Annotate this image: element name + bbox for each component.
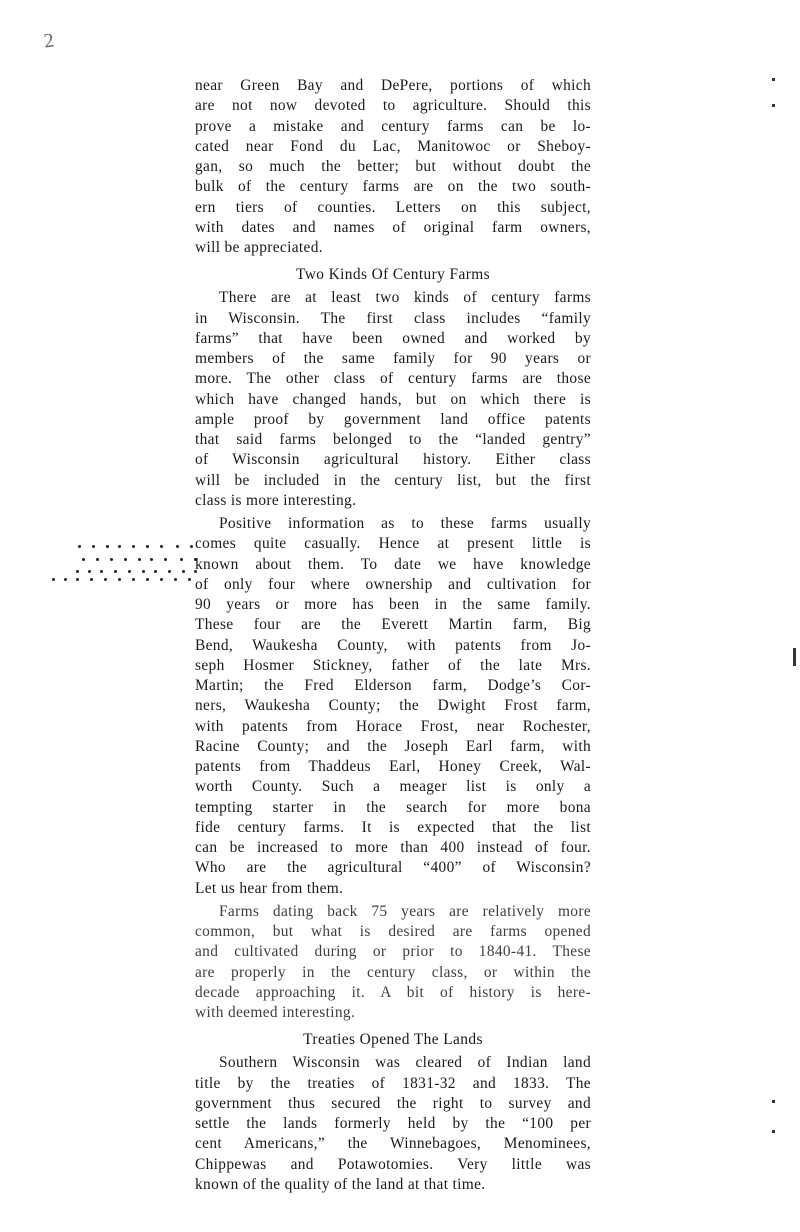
margin-mark — [772, 1130, 775, 1133]
perforation-dot — [64, 578, 67, 581]
text-line: Let us hear from them. — [195, 879, 344, 897]
text-line: government thus secured the right to survey and — [195, 1094, 591, 1112]
perforation-dot — [88, 570, 91, 573]
text-line: Racine County; and the Joseph Earl farm, with — [195, 737, 591, 755]
text-line: gan, so much the better; but without doubt the — [195, 158, 591, 175]
perforation-dot — [168, 570, 171, 573]
perforation-dot — [146, 578, 149, 581]
text-line: Who are the agricultural “400” of Wisconsin? — [195, 859, 591, 877]
perforation-dot — [118, 578, 121, 581]
perforation-dot — [104, 578, 107, 581]
text-line: cent Americans,” the Winnebagoes, Menominees, — [195, 1135, 591, 1153]
text-line: prove a mistake and century farms can be lo- — [195, 117, 591, 135]
text-line: will be included in the century list, but the first — [195, 471, 591, 489]
text-line: seph Hosmer Stickney, father of the late Mrs. — [195, 656, 591, 674]
text-line: that said farms belonged to the “landed gentry” — [195, 431, 591, 448]
perforation-dot — [188, 578, 191, 581]
text-line: and cultivated during or prior to 1840-41. These — [195, 943, 591, 961]
text-line: Chippewas and Potawotomies. Very little was — [195, 1155, 591, 1173]
perforation-dot — [96, 558, 99, 561]
text-line: which have changed hands, but on which there is — [195, 390, 591, 408]
text-line: farms” that have been owned and worked by — [195, 329, 591, 347]
text-line: are properly in the century class, or within the — [195, 963, 591, 981]
perforation-dot — [82, 558, 85, 561]
text-line: There are at least two kinds of century farms — [219, 289, 591, 307]
text-line: will be appreciated. — [195, 239, 323, 256]
perforation-dot — [164, 558, 167, 561]
section-heading: Treaties Opened The Lands — [303, 1031, 483, 1049]
perforation-dot — [100, 570, 103, 573]
perforation-dot — [114, 570, 117, 573]
perforation-dot — [76, 578, 79, 581]
text-line: Farms dating back 75 years are relatively more — [219, 902, 591, 920]
perforation-dot — [154, 570, 157, 573]
text-line: are not now devoted to agriculture. Should this — [195, 97, 591, 115]
text-line: settle the lands formerly held by the “100 per — [195, 1115, 591, 1132]
text-line: known about them. To date we have knowledge — [195, 555, 591, 573]
text-line: near Green Bay and DePere, portions of which — [195, 77, 591, 94]
text-line: known of the quality of the land at that time. — [195, 1175, 486, 1193]
text-line: ample proof by government land office patents — [195, 410, 591, 428]
text-line: with deemed interesting. — [195, 1004, 356, 1021]
paragraph — [195, 288, 591, 511]
text-line: patents from Thaddeus Earl, Honey Creek, Wal- — [195, 758, 591, 775]
text-line: cated near Fond du Lac, Manitowoc or Sheboy- — [195, 137, 591, 155]
perforation-dot — [142, 570, 145, 573]
perforation-dot — [118, 545, 121, 548]
paragraph — [195, 1053, 591, 1195]
paragraph — [195, 514, 591, 899]
margin-mark — [772, 78, 775, 81]
text-line: These four are the Everett Martin farm, Big — [195, 616, 591, 634]
article-column — [195, 76, 591, 1195]
margin-mark — [772, 1100, 775, 1103]
page-number: 2 — [42, 29, 56, 53]
perforation-dot — [110, 558, 113, 561]
perforation-dot — [132, 578, 135, 581]
perforation-dot — [76, 570, 79, 573]
text-line: bulk of the century farms are on the two south- — [195, 178, 591, 196]
text-line: more. The other class of century farms are those — [195, 370, 591, 388]
perforation-dot — [150, 558, 153, 561]
perforation-dot — [160, 545, 163, 548]
margin-mark — [793, 648, 796, 666]
text-line: ern tiers of counties. Letters on this subject, — [195, 198, 591, 216]
perforation-dot — [138, 558, 141, 561]
text-line: Bend, Waukesha County, with patents from Jo- — [195, 636, 591, 654]
text-line: with dates and names of original farm owners, — [195, 218, 591, 236]
perforation-dot — [124, 558, 127, 561]
perforation-dot — [132, 545, 135, 548]
text-line: fide century farms. It is expected that the list — [195, 818, 591, 836]
perforation-dot — [180, 558, 183, 561]
text-line: comes quite casually. Hence at present little is — [195, 535, 591, 553]
perforation-dot — [190, 545, 193, 548]
perforation-dot — [128, 570, 131, 573]
section-heading: Two Kinds Of Century Farms — [296, 266, 490, 284]
perforation-dot — [146, 545, 149, 548]
text-line: Positive information as to these farms usually — [219, 515, 591, 532]
perforation-dot — [106, 545, 109, 548]
perforation-dot — [174, 578, 177, 581]
perforation-dot — [160, 578, 163, 581]
margin-mark — [772, 104, 775, 107]
text-line: common, but what is desired are farms opened — [195, 923, 591, 940]
text-line: of only four where ownership and cultivation for — [195, 575, 591, 593]
text-line: with patents from Horace Frost, near Rochester, — [195, 717, 591, 735]
text-line: ners, Waukesha County; the Dwight Frost farm, — [195, 697, 591, 715]
text-line: Southern Wisconsin was cleared of Indian land — [219, 1054, 591, 1072]
perforation-dot — [52, 578, 55, 581]
paragraph — [195, 76, 591, 258]
paragraph — [195, 902, 591, 1024]
perforation-dot — [182, 570, 185, 573]
perforation-dot — [90, 578, 93, 581]
perforation-dot — [176, 545, 179, 548]
text-line: 90 years or more has been in the same family. — [195, 596, 591, 613]
text-line: Martin; the Fred Elderson farm, Dodge’s Cor- — [195, 677, 591, 694]
text-line: members of the same family for 90 years or — [195, 350, 591, 367]
perforation-dot — [78, 545, 81, 548]
text-line: of Wisconsin agricultural history. Either class — [195, 451, 591, 469]
text-line: can be increased to more than 400 instead of four. — [195, 839, 591, 856]
text-line: in Wisconsin. The first class includes “family — [195, 309, 591, 327]
perforation-dot — [92, 545, 95, 548]
text-line: class is more interesting. — [195, 491, 357, 509]
text-line: title by the treaties of 1831-32 and 1833. The — [195, 1074, 591, 1092]
text-line: tempting starter in the search for more bona — [195, 798, 591, 816]
text-line: worth County. Such a meager list is only a — [195, 778, 591, 796]
text-line: decade approaching it. A bit of history is here- — [195, 983, 591, 1001]
